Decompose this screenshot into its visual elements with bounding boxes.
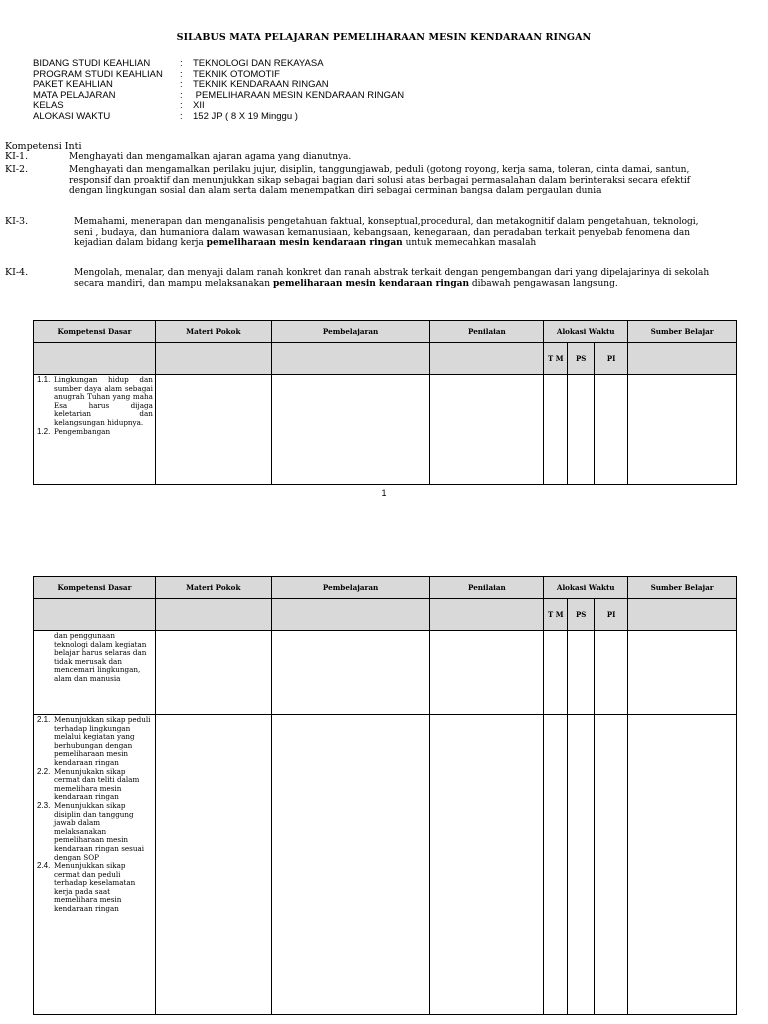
info-value: PEMELIHARAAN MESIN KENDARAAN RINGAN [193, 89, 405, 101]
header-tm: T M [544, 343, 568, 375]
info-row: BIDANG STUDI KEAHLIAN : TEKNOLOGI DAN REKAYASA [33, 58, 324, 69]
header-pi: PI [595, 343, 628, 375]
info-value: 152 JP ( 8 X 19 Minggu ) [193, 110, 298, 122]
header-pi: PI [595, 599, 628, 631]
list-item: 1.1. Lingkungan hidup dan sumber daya alam sebagai anugrah Tuhan yang maha Esa harus dijaga keletarian dan kelangsungan hidupnya. [37, 375, 153, 427]
info-value: TEKNOLOGI DAN REKAYASA [193, 58, 324, 69]
header-penilaian: Penilaian [430, 577, 544, 599]
info-label: PROGRAM STUDI KEAHLIAN [33, 68, 163, 80]
header-kompetensi-dasar: Kompetensi Dasar [34, 577, 156, 599]
ki-code: KI-1. [5, 151, 29, 162]
info-label: ALOKASI WAKTU [33, 110, 111, 122]
header-materi-pokok: Materi Pokok [155, 321, 271, 343]
syllabus-table [33, 576, 737, 1015]
kd-cell [34, 631, 156, 715]
ki-heading: Kompetensi Inti [5, 141, 82, 152]
list-item: 2.3. Menunjukkan sikap disiplin dan tanggung jawab dalam melaksanakan pemeliharaan mesin kendaraan ringan sesuai dengan SOP [37, 800, 145, 862]
header-alokasi-waktu: Alokasi Waktu [544, 577, 628, 599]
info-row: ALOKASI WAKTU : 152 JP ( 8 X 19 Minggu ) [33, 110, 298, 122]
document-title: SILABUS MATA PELAJARAN PEMELIHARAAN MESIN KENDARAAN RINGAN [176, 32, 592, 43]
info-value: TEKNIK OTOMOTIF [193, 68, 280, 80]
kd-continuation: dan penggunaan teknologi dalam kegiatan belajar harus selaras dan tidak merusak dan mencemari lingkungan, alam dan manusia [54, 631, 147, 683]
info-label: PAKET KEAHLIAN [33, 79, 113, 91]
identity-block [33, 59, 404, 123]
header-kompetensi-dasar: Kompetensi Dasar [34, 321, 156, 343]
info-row: PAKET KEAHLIAN : TEKNIK KENDARAAN RINGAN [33, 79, 329, 91]
ki-text: Menghayati dan mengamalkan perilaku jujur, disiplin, tanggungjawab, peduli (gotong royong, kerja sama, toleran, cinta damai, santun, responsif dan proaktif dan menunjukkan sikap sebagai bagian dari solusi atas berbagai permasalahan dalam berinteraksi secara efektif dengan lingkungan sosial dan alam serta dalam menempatkan diri sebagai cerminan bangsa dalam pergaulan dunia [69, 165, 691, 197]
header-pembelajaran: Pembelajaran [271, 321, 430, 343]
header-sumber-belajar: Sumber Belajar [628, 577, 737, 599]
list-item: 2.2. Menunjukakn sikap cermat dan teliti dalam memelihara mesin kendaraan ringan [37, 766, 140, 802]
info-label: MATA PELAJARAN [33, 89, 116, 101]
info-label: BIDANG STUDI KEAHLIAN [33, 58, 151, 69]
ki-code: KI-3. [5, 216, 29, 227]
page-number: 1 [381, 488, 387, 498]
info-label: KELAS [33, 100, 64, 112]
ki-text: Menghayati dan mengamalkan ajaran agama yang dianutnya. [69, 152, 352, 162]
ki-item [5, 268, 711, 289]
list-item: 2.4. Menunjukkan sikap cermat dan peduli terhadap keselamatan kerja pada saat memelihara mesin kendaraan ringan [37, 861, 136, 914]
kd-cell [34, 375, 156, 485]
header-penilaian: Penilaian [430, 321, 544, 343]
info-value: TEKNIK KENDARAAN RINGAN [193, 79, 329, 91]
info-row: KELAS : XII [33, 100, 205, 112]
list-item: 1.2. Pengembangan [37, 426, 111, 436]
info-row: PROGRAM STUDI KEAHLIAN : TEKNIK OTOMOTIF [33, 68, 280, 80]
ki-text: Mengolah, menalar, dan menyaji dalam ranah konkret dan ranah abstrak terkait dengan pengembangan dari yang dipelajarinya di sekolah secara mandiri, dan mampu melaksanakan pemeliharaan mesin kendaraan ringan dibawah pengawasan langsung. [74, 268, 710, 289]
page-2 [0, 560, 768, 1024]
header-ps: PS [568, 599, 595, 631]
header-materi-pokok: Materi Pokok [155, 577, 271, 599]
kd-cell [34, 715, 156, 1015]
syllabus-table [33, 320, 737, 485]
list-item: 2.1. Menunjukkan sikap peduli terhadap lingkungan melalui kegiatan yang berhubungan dengan pemeliharaan mesin kendaraan ringan [37, 715, 151, 767]
header-tm: T M [544, 599, 568, 631]
info-row: MATA PELAJARAN : PEMELIHARAAN MESIN KENDARAAN RINGAN [33, 89, 405, 101]
ki-item [5, 165, 711, 197]
ki-code: KI-4. [5, 267, 29, 278]
page-1 [0, 0, 768, 500]
header-sumber-belajar: Sumber Belajar [628, 321, 737, 343]
header-alokasi-waktu: Alokasi Waktu [544, 321, 628, 343]
ki-item [5, 152, 711, 163]
header-ps: PS [568, 343, 595, 375]
ki-item [5, 217, 711, 249]
ki-text: Memahami, menerapan dan menganalisis pengetahuan faktual, konseptual,procedural, dan metakognitif dalam pengetahuan, teknologi, seni , budaya, dan humaniora dalam wawasan kemanusiaan, kebangsaan, kenegaraan, dan peradaban terkait penyebab fenomena dan kejadian dalam bidang kerja pemeliharaan mesin kendaraan ringan untuk memecahkan masalah [74, 217, 699, 249]
info-value: XII [193, 100, 205, 112]
ki-code: KI-2. [5, 164, 29, 175]
header-pembelajaran: Pembelajaran [271, 577, 430, 599]
